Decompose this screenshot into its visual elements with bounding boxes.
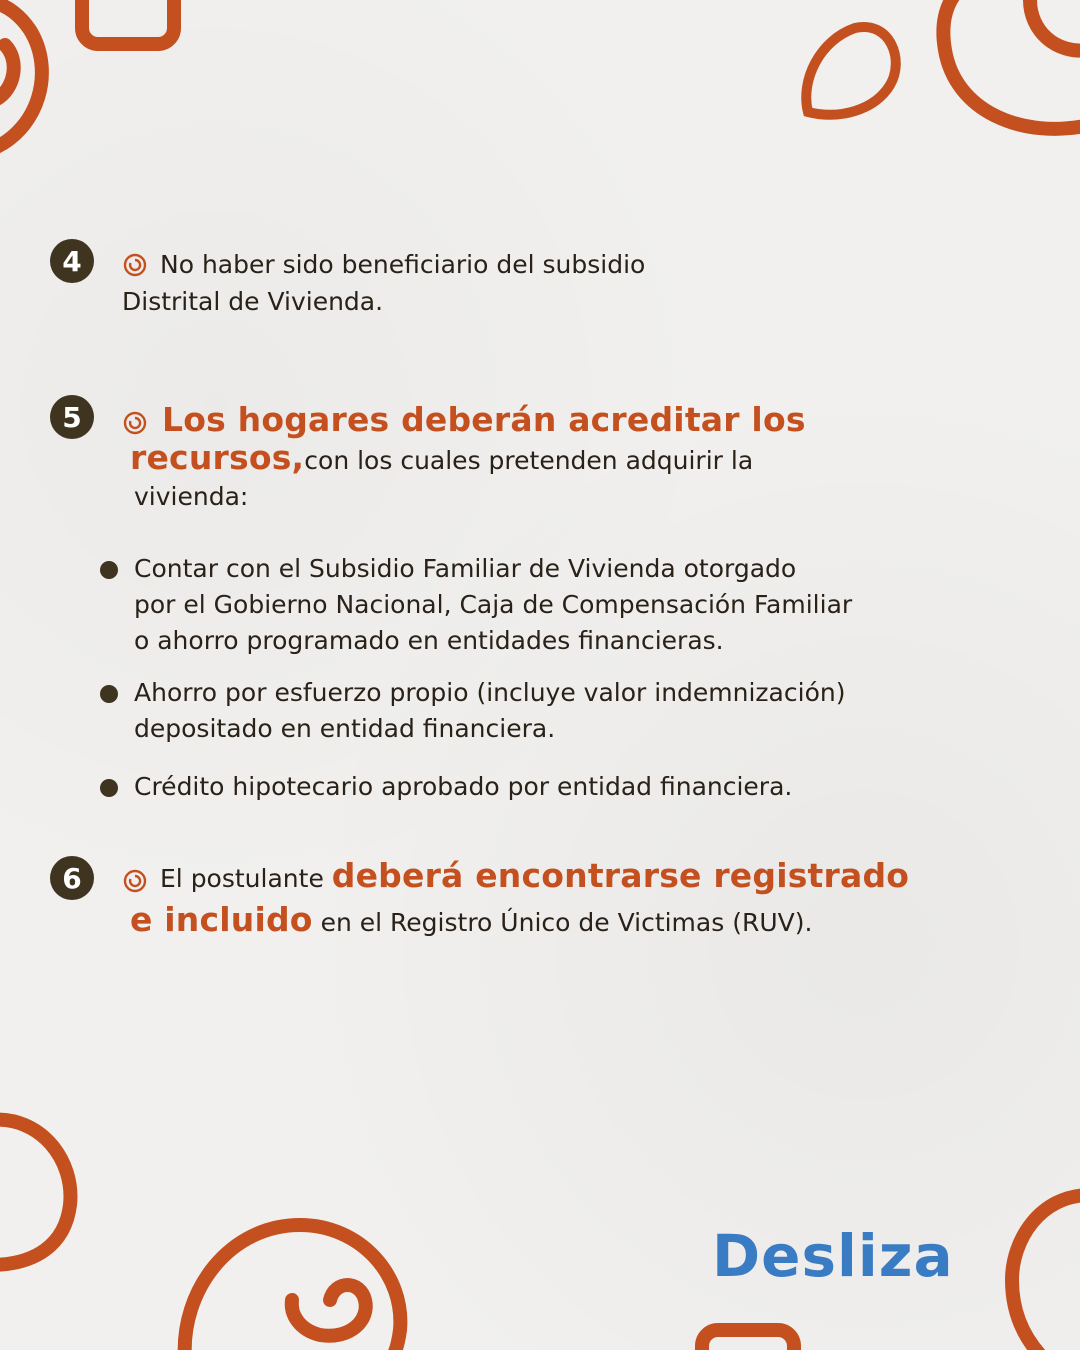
bullet-2-line-1: Ahorro por esfuerzo propio (incluye valor indemnización) <box>134 678 846 707</box>
item-number-badge-5: 5 <box>50 395 94 439</box>
arc-bottom-right <box>1012 1195 1080 1350</box>
item-5-text-line-2: con los cuales pretenden adquirir la <box>304 446 754 475</box>
item-number-badge-4: 4 <box>50 239 94 283</box>
drop-shape <box>806 27 896 115</box>
item-6-line-2 <box>130 902 812 941</box>
item-4-line-1: No haber sido beneficiario del subsidio <box>160 250 646 279</box>
item-6-line-1 <box>160 858 909 897</box>
bullet-2-line-2: depositado en entidad financiera. <box>134 714 556 743</box>
item-number-badge-6: 6 <box>50 856 94 900</box>
item-4-line-2: Distrital de Vivienda. <box>122 287 384 316</box>
bullet-1-line-3: o ahorro programado en entidades financieras. <box>134 626 724 655</box>
bullet-1-line-1: Contar con el Subsidio Familiar de Vivienda otorgado <box>134 554 797 583</box>
item-5-highlight-line-1: Los hogares deberán acreditar los <box>162 400 806 439</box>
arc-bottom-left <box>0 1120 70 1265</box>
spiral-icon <box>122 868 148 894</box>
item-5-line-3: vivienda: <box>134 482 249 511</box>
rounded-square-bottom <box>702 1330 794 1350</box>
bullet-3-line-1: Crédito hipotecario aprobado por entidad financiera. <box>134 772 793 801</box>
item-5-highlight-line-2: recursos, <box>130 438 305 477</box>
bullet-dot <box>100 561 118 579</box>
spiral-icon <box>122 410 148 436</box>
item-6-text-line-1: El postulante <box>160 864 324 893</box>
spiral-icon <box>122 252 148 278</box>
item-6-highlight-line-2: e incluido <box>130 900 313 939</box>
item-5-line-2 <box>130 440 753 479</box>
spiral-top-left <box>0 2 42 150</box>
spiral-bottom-center <box>185 1225 401 1350</box>
bullet-dot <box>100 779 118 797</box>
item-6-highlight-line-1: deberá encontrarse registrado <box>331 856 910 895</box>
spiral-top-right <box>943 0 1080 129</box>
desliza-logo: Desliza <box>712 1222 954 1290</box>
bullet-1-line-2: por el Gobierno Nacional, Caja de Compensación Familiar <box>134 590 853 619</box>
bullet-dot <box>100 685 118 703</box>
item-6-text-line-2: en el Registro Único de Victimas (RUV). <box>320 908 813 937</box>
rounded-square-top <box>82 0 174 44</box>
